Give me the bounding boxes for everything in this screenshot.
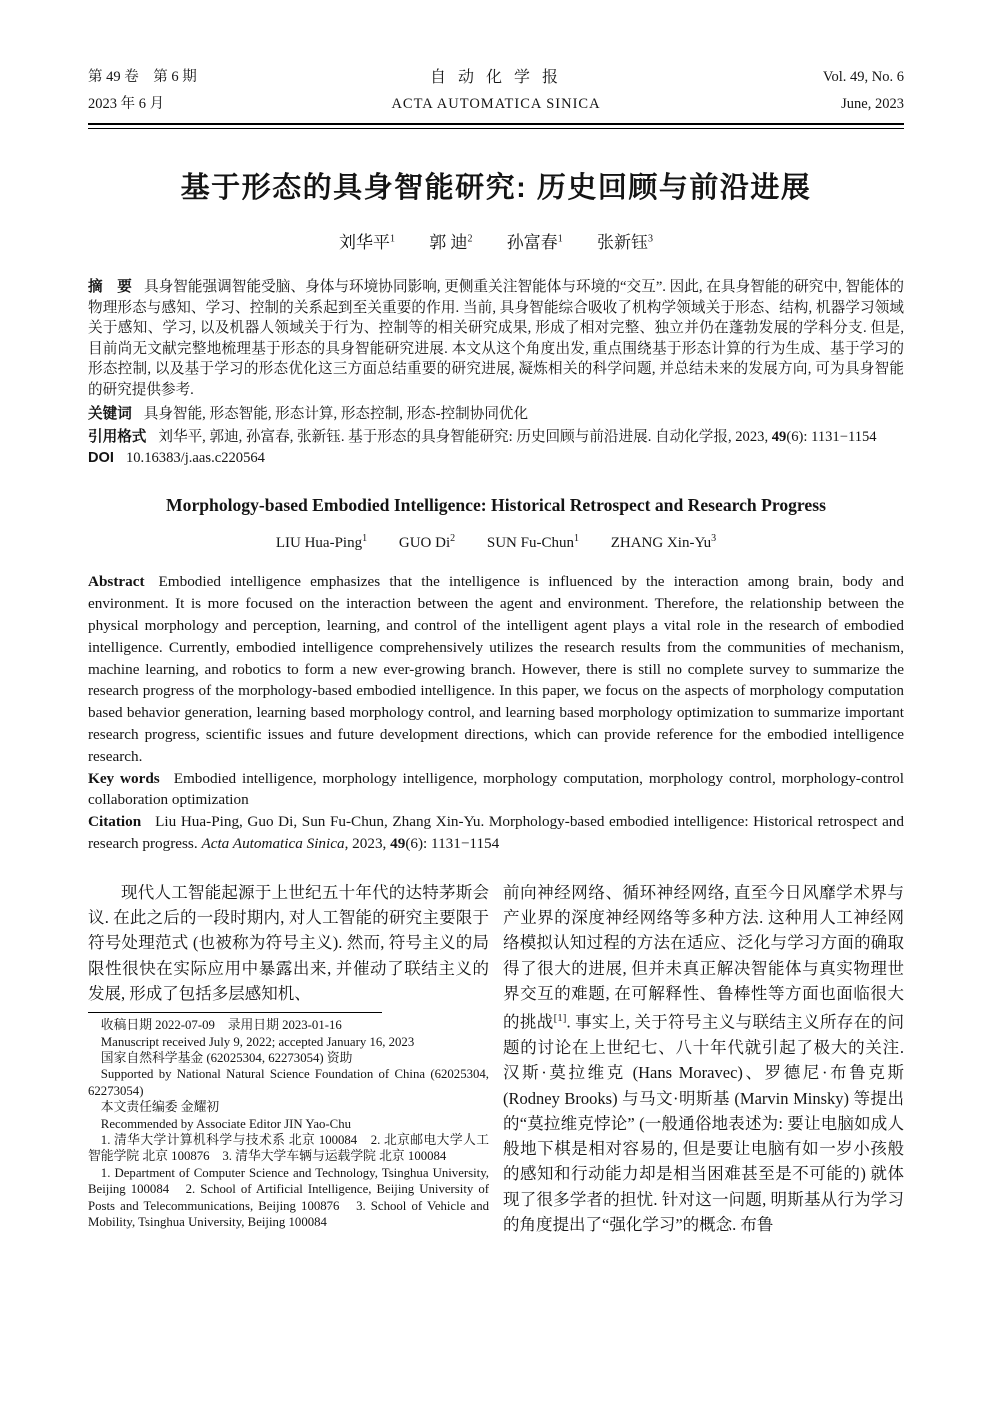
author-en: LIU Hua-Ping$^1$ [275, 533, 368, 552]
volume-issue-zh: 第 49 卷 第 6 期 [88, 69, 197, 85]
abstract-text-zh: 具身智能强调智能受脑、身体与环境协同影响, 更侧重关注智能体与环境的“交互”. 因此, 在具身智能的研究中, 智能体的物理形态与感知、学习、控制的关系起到至关重要的作用. 当前, 具身智能综合吸收了机构学领域关于形态、结构, 机器学习领域关于感知、学习, 以及机器人领域关于行为、控制等的相关研究成果, 形成了相对完整、独立并仍在蓬勃发展的学科分支. 但是, 目前尚无文献完整地梳理基于形态的具身智能研究进展. 本文从这个角度出发, 重点围绕基于形态计算的行为生成、基于学习的形态控制, 以及基于学习的形态优化这三方面总结重要的研究进展, 凝炼相关的科学问题, 并总结未来的发展方向, 可为具身智能的研究提供参考. [88, 279, 904, 398]
abstract-zh [88, 277, 904, 401]
abstract-label-zh: 摘 要 [88, 279, 132, 295]
author-en: SUN Fu-Chun$^1$ [486, 533, 579, 552]
abstract-en [88, 571, 904, 767]
keywords-text-zh: 具身智能, 形态智能, 形态计算, 形态控制, 形态-控制协同优化 [143, 405, 529, 422]
meta-block-en [88, 571, 904, 854]
author-zh: 刘华平$^1$ [339, 233, 395, 252]
author-affiliation-sup: 1 [573, 533, 579, 545]
author-list-zh [88, 228, 904, 253]
author-affiliation-sup: 1 [362, 533, 368, 545]
footnote-block [88, 1012, 489, 1230]
citation-volume-en: 49 [390, 834, 406, 852]
citation-zh: 引用格式 刘华平, 郭迪, 孙富春, 张新钰. 基于形态的具身智能研究: 历史回顾与前沿进展. 自动化学报, 2023, 49(6): 1131−1154 [88, 429, 877, 446]
keywords-en [88, 768, 904, 812]
author-en: ZHANG Xin-Yu$^3$ [610, 533, 717, 552]
keywords-label-en: Key words [88, 769, 160, 787]
paper-title-zh: 基于形态的具身智能研究: 历史回顾与前沿进展 [180, 172, 812, 204]
keywords-text-en: Embodied intelligence, morphology intelligence, morphology computation, morphology control, morphology-control collaboration optimization [88, 769, 904, 809]
footnote-affiliations-en: 1. Department of Computer Science and Technology, Tsinghua University, Beijing 100084 2. School of Artificial Intelligence, Beijing University of Posts and Telecommunications, Beijing 100876 3. School of Vehicle and Mobility, Tsinghua University, Beijing 100084 [88, 1165, 489, 1230]
doi-value: 10.16383/j.aas.c220564 [125, 449, 265, 466]
author-affiliation-sup: 3 [711, 533, 717, 545]
citation-journal-en: Acta Automatica Sinica [201, 834, 345, 852]
footnote-editor-en: Recommended by Associate Editor JIN Yao-Chu [100, 1116, 352, 1131]
body-paragraph-left: 现代人工智能起源于上世纪五十年代的达特茅斯会议. 在此之后的一段时期内, 对人工智能的研究主要限于符号处理范式 (也被称为符号主义). 然而, 符号主义的局限性很快在实际应用中暴露出来, 并催动了联结主义的发展, 形成了包括多层感知机、 [88, 882, 489, 1003]
reference-marker: [1] [553, 1012, 567, 1025]
date-en: June, 2023 [841, 96, 904, 112]
author-zh: 张新钰$^3$ [597, 233, 653, 252]
meta-block-zh [88, 277, 904, 468]
doi-line [88, 448, 904, 469]
citation-volume-zh: 49 [771, 429, 787, 446]
journal-masthead [88, 64, 904, 118]
author-en: GUO Di$^2$ [398, 533, 456, 552]
author-affiliation-sup: 2 [467, 233, 473, 245]
abstract-label-en: Abstract [88, 573, 145, 591]
author-list-en [88, 533, 904, 552]
keywords-label-zh: 关键词 [88, 405, 132, 422]
date-zh: 2023 年 6 月 [88, 96, 165, 112]
masthead-center [278, 64, 714, 118]
volume-issue-en: Vol. 49, No. 6 [822, 69, 904, 85]
author-zh: 孙富春$^1$ [506, 233, 563, 252]
citation-label-en: Citation [88, 813, 142, 831]
footnote-received-zh: 收稿日期 2022-07-09 录用日期 2023-01-16 [100, 1018, 342, 1033]
body-columns [88, 880, 904, 1238]
body-paragraph-right: 前向神经网络、循环神经网络, 直至今日风靡学术界与产业界的深度神经网络等多种方法. 这种用人工神经网络模拟认知过程的方法在适应、泛化与学习方面的确取得了很大的进展, 但并未真正解决智能体与真实物理世界交互的难题, 在可解释性、鲁棒性等方面也面临很大的挑战[1]. 事实上, 关于符号主义与联结主义所存在的问题的讨论在上世纪七、八十年代就引起了极大的关注. 汉斯·莫拉维克 (Hans Moravec)、罗德尼·布鲁克斯 (Rodney Brooks) 与马文·明斯基 (Marvin Minsky) 等提出的“莫拉维克悖论” (一般通俗地表述为: 要让电脑如成人般地下棋是相对容易的, 但是要让电脑有如一岁小孩般的感知和行动能力却是相当困难甚至是不可能的) 就体现了很多学者的担忧. 针对这一问题, 明斯基从行为学习的角度提出了“强化学习”的概念. 布鲁 [503, 882, 905, 1235]
footnote-affiliations-zh: 1. 清华大学计算机科学与技术系 北京 100084 2. 北京邮电大学人工智能学院 北京 100876 3. 清华大学车辆与运载学院 北京 100084 [88, 1133, 489, 1164]
body-column-right [503, 880, 904, 1238]
keywords-zh [88, 404, 904, 425]
journal-name-zh: 自 动 化 学 报 [429, 69, 562, 86]
footnote-funding-en: Supported by National Natural Science Foundation of China (62025304, 62273054) [88, 1067, 489, 1098]
masthead-divider [88, 123, 904, 129]
citation-label-zh: 引用格式 [88, 429, 147, 446]
doi-label: DOI [88, 449, 114, 466]
author-affiliation-sup: 1 [390, 233, 395, 245]
paper-title-en: Morphology-based Embodied Intelligence: Historical Retrospect and Research Progress [166, 495, 826, 516]
abstract-text-en: Embodied intelligence emphasizes that the intelligence is influenced by the interaction among brain, body and environment. It is more focused on the interaction between the agent and environment. Therefore, the relationship between the physical morphology and perception, learning, and control of the intelligent agent plays a vital role in the research of embodied intelligence. Currently, embodied intelligence comprehensively utilizes the research results from the communities of mechanism, machine learning, and robotics to form a new ever-growing branch. However, there is still no complete survey to summarize the research progress of the morphology-based embodied intelligence. In this paper, we focus on the aspects of morphology computation based behavior generation, learning based morphology control, and learning based morphology optimization to summarize important research progress, scientific issues and future development directions, which can provide reference for the embodied intelligence research. [88, 573, 904, 765]
citation-en: Citation Liu Hua-Ping, Guo Di, Sun Fu-Chun, Zhang Xin-Yu. Morphology-based embodied intelligence: Historical retrospect and research progress. Acta Automatica Sinica, 2023, 49(6): 1131−1154 [88, 813, 904, 852]
author-affiliation-sup: 2 [450, 533, 456, 545]
author-zh: 郭 迪$^2$ [429, 233, 473, 252]
footnote-received-en: Manuscript received July 9, 2022; accepted January 16, 2023 [100, 1034, 415, 1049]
body-column-left [88, 880, 489, 1238]
author-affiliation-sup: 3 [648, 233, 653, 245]
footnote-funding-zh: 国家自然科学基金 (62025304, 62273054) 资助 [100, 1051, 353, 1065]
footnote-divider [88, 1012, 382, 1013]
masthead-left [88, 64, 278, 118]
footnote-editor-zh: 本文责任编委 金耀初 [100, 1100, 220, 1115]
masthead-right [714, 64, 904, 118]
journal-name-en: ACTA AUTOMATICA SINICA [391, 96, 601, 112]
author-affiliation-sup: 1 [557, 233, 563, 245]
